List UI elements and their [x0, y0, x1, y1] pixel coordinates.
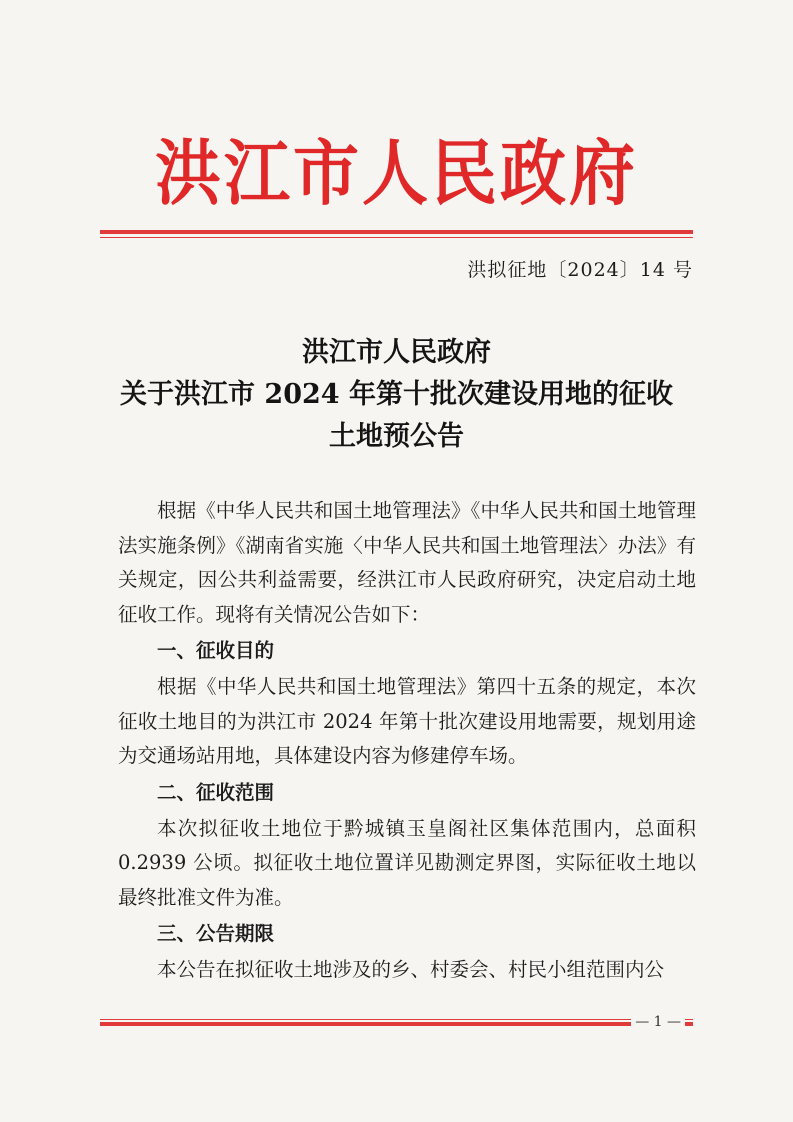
header-red-rule-thin [100, 237, 693, 238]
notice-body [118, 494, 696, 988]
section1-paragraph: 根据《中华人民共和国土地管理法》第四十五条的规定，本次征收土地目的为洪江市 2024 年第十批次建设用地需要，规划用途为交通场站用地，具体建设内容为修建停车场。 [118, 675, 696, 767]
footer-red-rule-thin [100, 1019, 693, 1020]
section3-paragraph: 本公告在拟征收土地涉及的乡、村委会、村民小组范围内公 [157, 958, 665, 981]
page-number: — 1 — [631, 1014, 685, 1030]
red-header-org-name: 洪江市人民政府 [155, 130, 638, 216]
section2-paragraph: 本次拟征收土地位于黔城镇玉皇阁社区集体范围内，总面积 0.2939 公顷。拟征收土地位置详见勘测定界图，实际征收土地以最终批准文件为准。 [118, 816, 696, 909]
header-red-rule-thick [100, 230, 693, 234]
intro-paragraph: 根据《中华人民共和国土地管理法》《中华人民共和国土地管理法实施条例》《湖南省实施〈中华人民共和国土地管理法〉办法》有关规定，因公共利益需要，经洪江市人民政府研究，决定启动土地征收工作。现将有关情况公告如下： [118, 499, 696, 626]
notice-title [100, 332, 693, 458]
notice-title-line3: 土地预公告 [329, 421, 464, 452]
section3-heading: 三、公告期限 [157, 922, 275, 945]
section1-heading: 一、征收目的 [157, 639, 275, 662]
notice-title-line2: 关于洪江市 2024 年第十批次建设用地的征收 [120, 379, 673, 410]
footer-red-rule-thick [100, 1022, 693, 1026]
notice-title-line1: 洪江市人民政府 [302, 337, 491, 368]
document-number: 洪拟征地〔2024〕14 号 [467, 259, 693, 281]
section2-heading: 二、征收范围 [157, 780, 275, 804]
